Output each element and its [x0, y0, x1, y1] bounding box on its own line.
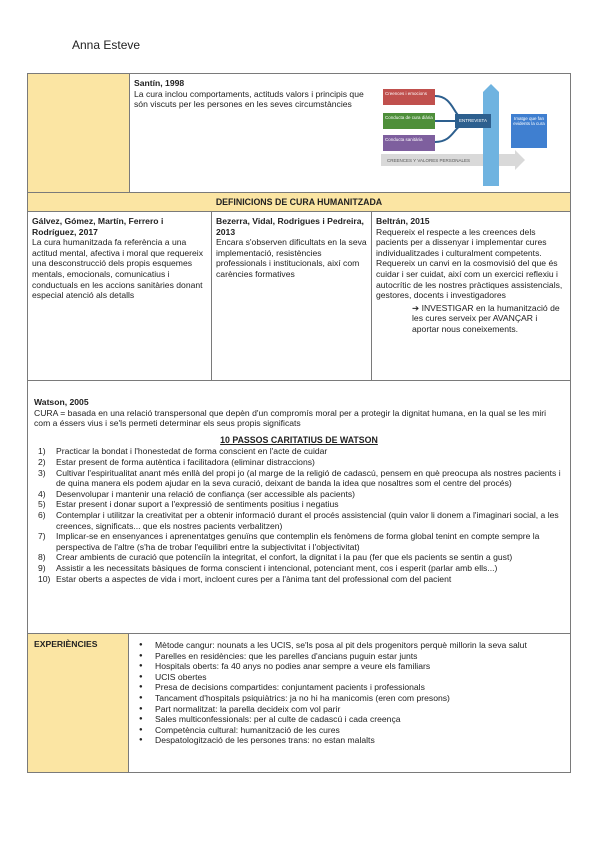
watson-steps-title: 10 PASSOS CARITATIUS DE WATSON: [220, 434, 378, 445]
definition-col-beltran: [372, 212, 570, 380]
definitions-title: DEFINICIONS DE CURA HUMANITZADA: [27, 192, 571, 212]
watson-step: 6) Contemplar i utilitzar la creativitat per a obtenir informació durant el procés assistencial (quin valor li donem a l'imaginari social, a les creences, significats... que els nostres pacients verbalitzen): [38, 509, 559, 531]
galvez-text: La cura humanitzada fa referència a una actitud mental, afectiva i moral que requereix una desconstrucció dels propis esquemes mentals, emocionals, comunicatius i conductuals en les accions sanitàries donant especial atenció als detalls: [32, 237, 204, 301]
santin-row: [27, 73, 571, 193]
experiences-list: [133, 640, 566, 746]
watson-step: 3) Cultivar l'espiritualitat anant més enllà del propi jo (al marge de la religió de cadascú, pensem en què preocupa als nostres pacients i de quina manera els podem ajudar en la seva curació, deixant de banda la idea que nosaltres som el centre del procés): [38, 467, 561, 489]
definitions-row: [27, 211, 571, 381]
experience-item: ● Presa de decisions compartides: conjuntament pacients i professionals: [133, 682, 566, 693]
definition-col-galvez: [28, 212, 212, 380]
experience-item: ● Hospitals oberts: fa 40 anys no podies anar sempre a veure els familiars: [133, 661, 566, 672]
diagram-cell: [375, 74, 570, 192]
watson-step: 9) Assistir a les necessitats bàsiques de forma conscient i intencional, potenciant ment, cos i esperit (parlar amb ells...): [38, 562, 498, 573]
galvez-ref: Gálvez, Gómez, Martín, Ferrero i Rodríguez, 2017: [32, 216, 164, 237]
watson-steps-list: [34, 446, 564, 584]
watson-ref: Watson, 2005: [34, 397, 89, 407]
row-label-cell: [28, 74, 130, 192]
watson-step: 5) Estar present i donar suport a l'expressió de sentiments positius i negatius: [38, 499, 339, 510]
definition-col-bezerra: [212, 212, 372, 380]
experiences-cell: [129, 634, 570, 772]
watson-step: 10) Estar oberts a aspectes de vida i mort, incloent cures per a l'ànima tant del professional com del pacient: [38, 573, 452, 584]
watson-step: 4) Desenvolupar i mantenir una relació de confiança (ser accessible als pacients): [38, 488, 356, 499]
watson-step: 8) Crear ambients de curació que potenciïn la integritat, el confort, la dignitat i la pau (fer que els pacients se sentin a gust): [38, 552, 513, 563]
santin-ref: Santín, 1998: [134, 78, 185, 88]
diagram-center-box: ENTREVISTA: [455, 114, 491, 128]
experiences-title: EXPERIÈNCIES: [28, 634, 129, 772]
diagram-bottom-label: CREENCES Y VALORES PERSONALES: [387, 158, 471, 163]
bezerra-ref: Bezerra, Vidal, Rodrigues i Pedreira, 2013: [216, 216, 364, 237]
experience-item: ● Parelles en residències: que les parelles d'ancians puguin estar junts: [133, 651, 566, 662]
watson-step: 1) Practicar la bondat i l'honestedat de forma conscient en l'acte de cuidar: [38, 446, 328, 457]
experience-item: ● Mètode cangur: nounats a les UCIS, se'ls posa al pit dels progenitors perquè millorin la seva salut: [133, 640, 566, 651]
beltran-arrow-note: ➔ INVESTIGAR en la humanització de les cures serveix per AVANÇAR i aportar nous coneixements.: [412, 302, 560, 334]
santin-cell: [130, 74, 375, 192]
beltran-ref: Beltrán, 2015: [376, 216, 430, 226]
diagram-box-emotions: Creences i emocions: [383, 89, 435, 105]
experience-item: ● Sales multiconfessionals: per al culte de cadascú i cada creença: [133, 714, 566, 725]
watson-step: 2) Estar present de forma autèntica i facilitadora (eliminar distraccions): [38, 456, 315, 467]
experience-item: ● Part normalitzat: la parella decideix com vol parir: [133, 704, 566, 715]
experience-item: ● Competència cultural: humanització de les cures: [133, 725, 566, 736]
diagram-box-daily-care: Conducta de cura diària: [383, 113, 435, 129]
author-name: Anna Esteve: [72, 38, 141, 52]
experience-item: ● Tancament d'hospitals psiquiàtrics: ja no hi ha manicomis (eren com presons): [133, 693, 566, 704]
bezerra-text: Encara s'observen dificultats en la seva implementació, resistències professionals i institucionals, així com carències formatives: [216, 237, 367, 279]
diagram-pillar: [483, 84, 499, 186]
experience-item: ● Despatologització de les persones trans: no estan malalts: [133, 735, 566, 746]
diagram-box-health: Conducta sanitària: [383, 135, 435, 151]
santin-text: La cura inclou comportaments, actituds valors i principis que són viscuts per les persones en les seves circumstàncies: [134, 88, 364, 110]
experiences-row: [27, 633, 571, 773]
beltran-text: Requereix el respecte a les creences dels pacients per a dissenyar i implementar cures individualitzades i culturalment competents. Requereix un canvi en la cosmovisió del que és cuidar i ser cuidat, així com un exercici reflexiu i autocrític de les nostres pràctiques assistencials, gestores, docents i investigadores: [376, 226, 563, 301]
diagram-right-box: Imatge que fan evidents la cura: [511, 114, 547, 148]
watson-text: CURA = basada en una relació transpersonal que depèn d'un compromís moral per a protegir la dignitat humana, en la qual se les miri com a éssers vius i se'ls permeti determinar els seus propis significats: [34, 407, 547, 429]
watson-step: 7) Implicar-se en ensenyances i aprenentatges genuïns que contemplin els fenòmens de forma global tenint en compte sempre la perspectiva de l'altre (s'ha de trobar l'equilibri entre la subjectivitat i l'objectivitat): [38, 531, 540, 552]
experience-item: ● UCIS obertes: [133, 672, 566, 683]
watson-section: [27, 380, 571, 634]
